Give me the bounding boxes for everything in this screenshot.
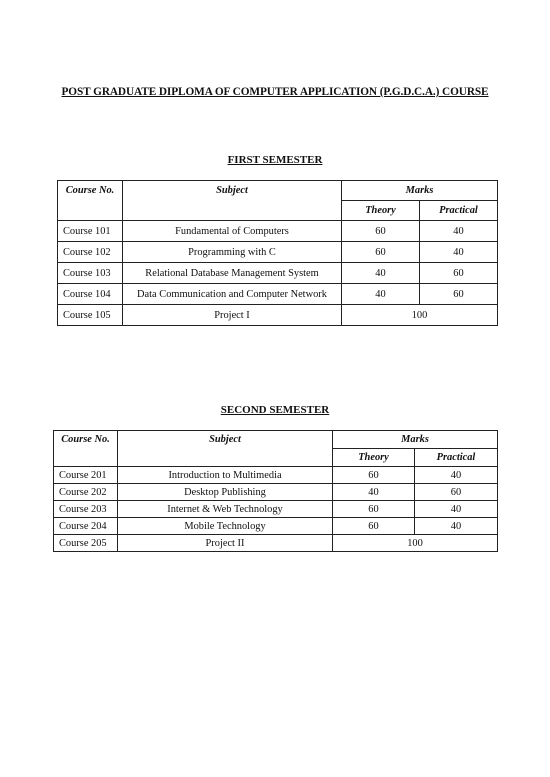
table-row-project xyxy=(54,535,498,552)
subject-cell: Mobile Technology xyxy=(118,518,333,535)
table-row xyxy=(54,501,498,518)
empty-cell xyxy=(123,201,342,221)
practical-cell: 60 xyxy=(420,263,498,284)
subject-cell: Introduction to Multimedia xyxy=(118,467,333,484)
course-no-header: Course No. xyxy=(58,181,123,201)
subject-cell: Project I xyxy=(123,305,342,326)
table-subheader-row xyxy=(54,449,498,467)
practical-cell: 40 xyxy=(415,518,498,535)
total-marks-cell: 100 xyxy=(333,535,498,552)
table-header-row xyxy=(58,181,498,201)
theory-cell: 60 xyxy=(333,518,415,535)
theory-cell: 60 xyxy=(342,242,420,263)
course-no-header: Course No. xyxy=(54,431,118,449)
subject-cell: Fundamental of Computers xyxy=(123,221,342,242)
theory-cell: 40 xyxy=(342,263,420,284)
subject-cell: Relational Database Management System xyxy=(123,263,342,284)
practical-header: Practical xyxy=(415,449,498,467)
subject-header: Subject xyxy=(118,431,333,449)
table-row xyxy=(54,518,498,535)
subject-cell: Programming with C xyxy=(123,242,342,263)
practical-cell: 60 xyxy=(415,484,498,501)
table-row xyxy=(58,263,498,284)
theory-header: Theory xyxy=(333,449,415,467)
course-cell: Course 203 xyxy=(54,501,118,518)
empty-cell xyxy=(58,201,123,221)
empty-cell xyxy=(118,449,333,467)
first-semester-title: FIRST SEMESTER xyxy=(227,154,323,166)
theory-cell: 60 xyxy=(333,501,415,518)
second-semester-table xyxy=(53,430,498,552)
theory-cell: 60 xyxy=(333,467,415,484)
course-cell: Course 101 xyxy=(58,221,123,242)
first-semester-table xyxy=(57,180,498,326)
total-marks-cell: 100 xyxy=(342,305,498,326)
table-row xyxy=(54,467,498,484)
table-row xyxy=(58,284,498,305)
practical-cell: 40 xyxy=(420,242,498,263)
table-row-project xyxy=(58,305,498,326)
empty-cell xyxy=(54,449,118,467)
course-cell: Course 205 xyxy=(54,535,118,552)
course-cell: Course 201 xyxy=(54,467,118,484)
course-cell: Course 204 xyxy=(54,518,118,535)
table-row xyxy=(58,242,498,263)
practical-cell: 40 xyxy=(415,501,498,518)
theory-header: Theory xyxy=(342,201,420,221)
subject-cell: Data Communication and Computer Network xyxy=(123,284,342,305)
marks-header: Marks xyxy=(342,181,498,201)
table-row xyxy=(58,221,498,242)
theory-cell: 40 xyxy=(342,284,420,305)
subject-cell: Internet & Web Technology xyxy=(118,501,333,518)
subject-cell: Project II xyxy=(118,535,333,552)
practical-cell: 40 xyxy=(415,467,498,484)
practical-header: Practical xyxy=(420,201,498,221)
course-cell: Course 104 xyxy=(58,284,123,305)
theory-cell: 60 xyxy=(342,221,420,242)
course-cell: Course 102 xyxy=(58,242,123,263)
course-cell: Course 103 xyxy=(58,263,123,284)
practical-cell: 40 xyxy=(420,221,498,242)
course-cell: Course 202 xyxy=(54,484,118,501)
page-title: POST GRADUATE DIPLOMA OF COMPUTER APPLICATION (P.G.D.C.A.) COURSE xyxy=(61,86,489,98)
marks-header: Marks xyxy=(333,431,498,449)
practical-cell: 60 xyxy=(420,284,498,305)
second-semester-title: SECOND SEMESTER xyxy=(220,404,330,416)
table-header-row xyxy=(54,431,498,449)
table-subheader-row xyxy=(58,201,498,221)
table-row xyxy=(54,484,498,501)
subject-header: Subject xyxy=(123,181,342,201)
subject-cell: Desktop Publishing xyxy=(118,484,333,501)
course-cell: Course 105 xyxy=(58,305,123,326)
theory-cell: 40 xyxy=(333,484,415,501)
